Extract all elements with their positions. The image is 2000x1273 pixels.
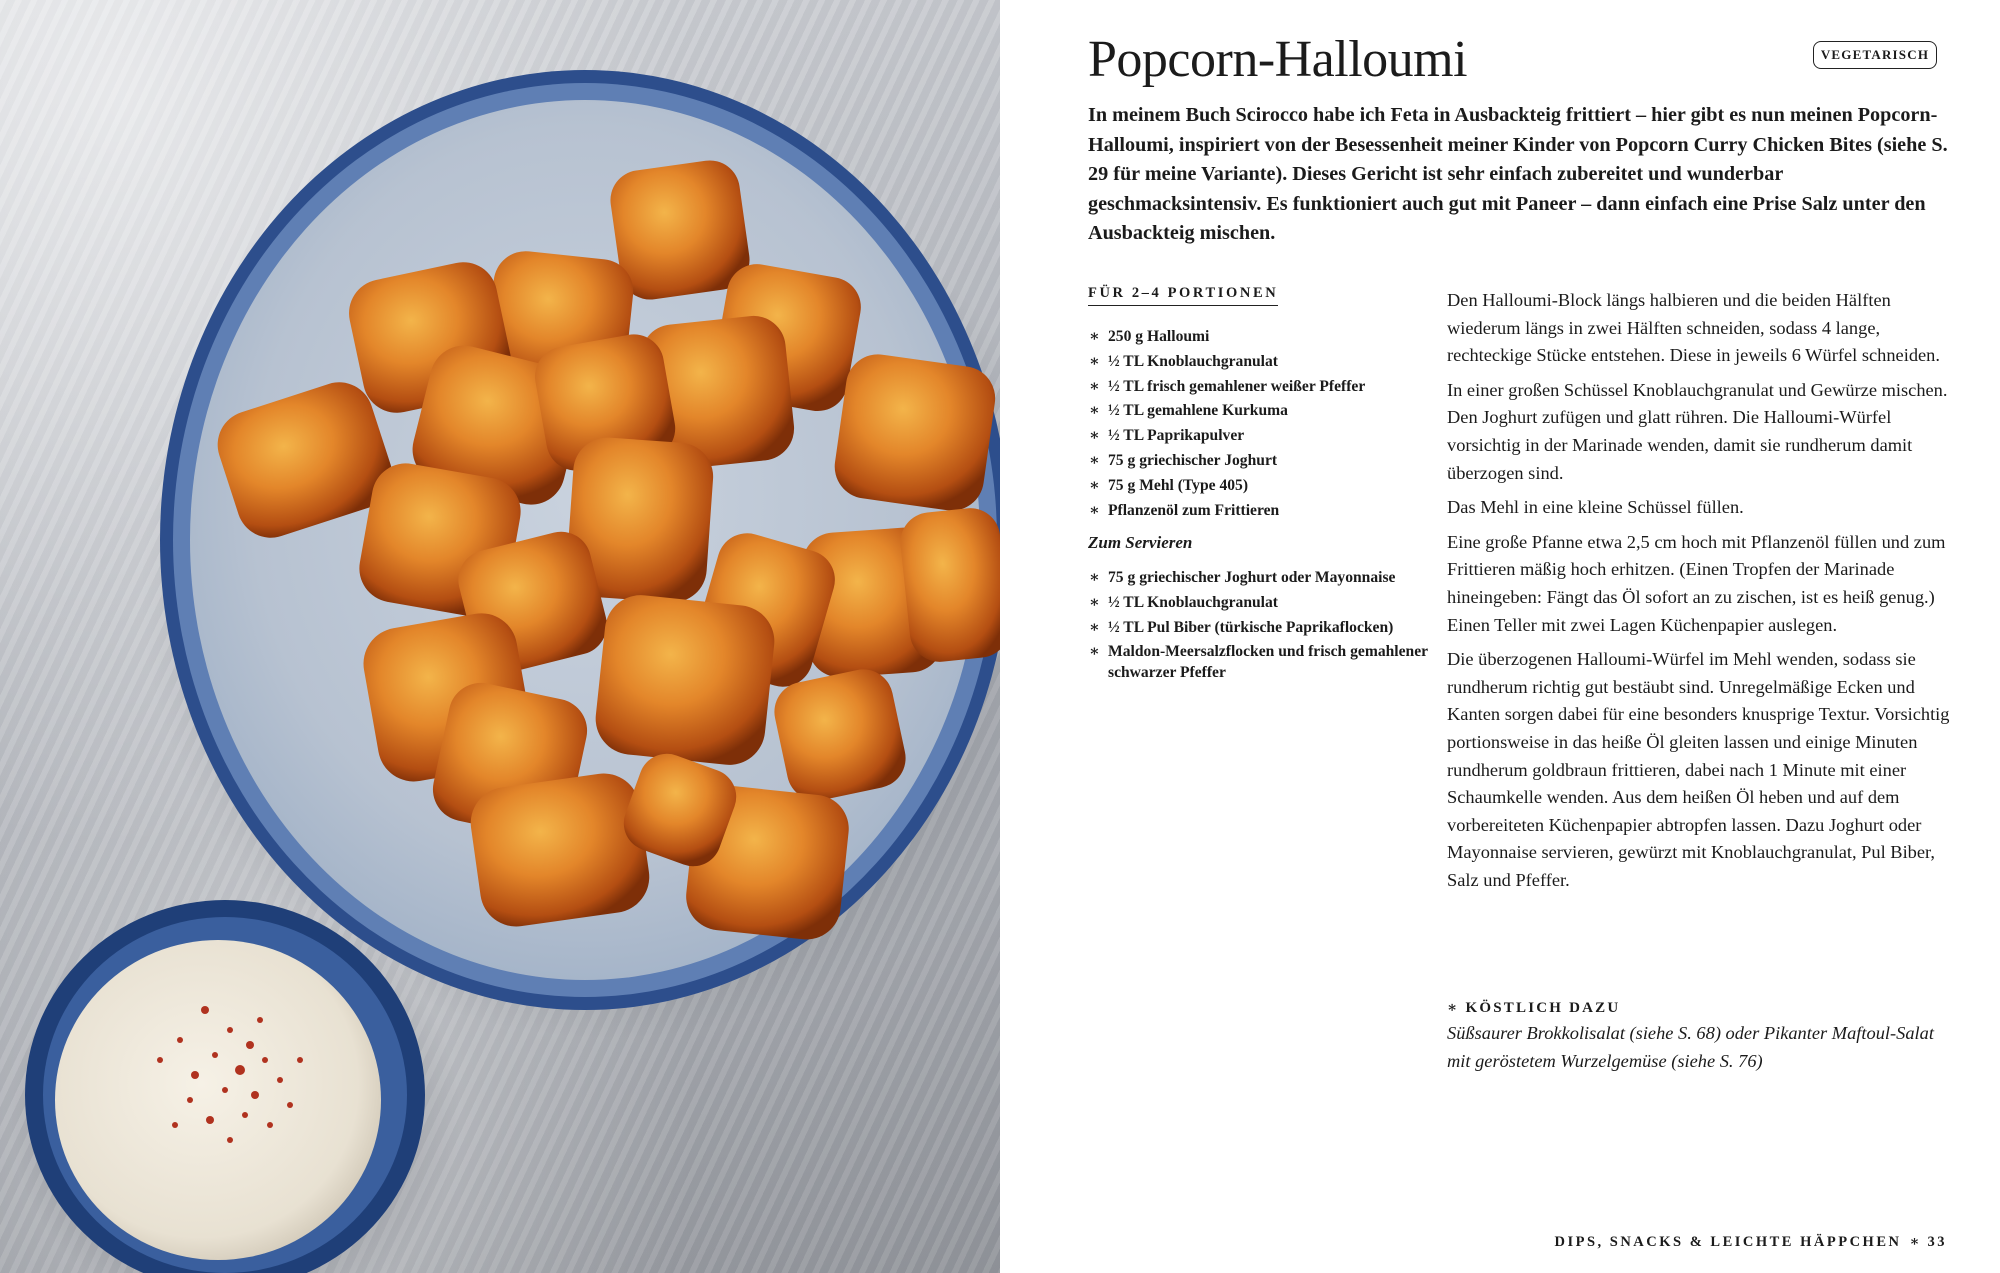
ingredient-item: ∗ 75 g Mehl (Type 405) [1088, 476, 1428, 497]
recipe-intro [1088, 101, 1948, 249]
ingredient-list [1088, 327, 1428, 525]
serving-item: ∗ Maldon-Meersalzflocken und frisch gemahlener schwarzer Pfeffer [1088, 642, 1428, 683]
footer-star: ∗ [1909, 1234, 1920, 1250]
serving-heading: Zum Servieren [1088, 533, 1193, 552]
recipe-title: Popcorn-Halloumi [1088, 31, 1468, 88]
serving-item: ∗ ½ TL Pul Biber (türkische Paprikaflocken) [1088, 618, 1428, 639]
method-steps [1447, 287, 1950, 901]
pairing-heading: ∗ KÖSTLICH DAZU [1447, 1000, 1621, 1016]
footer-section-title: DIPS, SNACKS & LEICHTE HÄPPCHEN [1554, 1234, 1902, 1250]
method-step: Die überzogenen Halloumi-Würfel im Mehl wenden, sodass sie rundherum richtig gut bestäubt sind. Unregelmäßige Ecken und Kanten sorgen dabei für eine besonders knusprige Textur. Vorsichtig portionsweise in das heiße Öl gleiten lassen und einige Minuten rundherum goldbraun frittieren, dabei nach 1 Minute mit einer Schaumkelle wenden. Aus dem heißen Öl heben und auf dem vorbereiteten Küchenpapier abtropfen lassen. Dazu Joghurt oder Mayonnaise servieren, gewürzt mit Knoblauchgranulat, Pul Biber, Salz und Pfeffer. [1447, 649, 1950, 890]
portions-heading: FÜR 2–4 PORTIONEN [1088, 285, 1278, 306]
ingredient-item: ∗ ½ TL Knoblauchgranulat [1088, 352, 1428, 373]
serving-item: ∗ 75 g griechischer Joghurt oder Mayonnaise [1088, 568, 1428, 589]
method-step: Das Mehl in eine kleine Schüssel füllen. [1447, 497, 1744, 518]
vegetarian-badge: VEGETARISCH [1813, 41, 1937, 69]
intro-text: In meinem Buch Scirocco habe ich Feta in Ausbackteig frittiert – hier gibt es nun meinen Popcorn-Halloumi, inspiriert von der Besessenheit meiner Kinder von Popcorn Curry Chicken Bites (siehe S. 29 für meine Variante). Dieses Gericht ist sehr einfach zubereitet und wunderbar geschmacksintensiv. Es funktioniert auch gut mit Paneer – dann einfach eine Prise Salz unter den Ausbackteig mischen. [1088, 104, 1948, 245]
ingredient-item: ∗ 250 g Halloumi [1088, 327, 1428, 348]
page-footer [1554, 1233, 1947, 1251]
method-step: Eine große Pfanne etwa 2,5 cm hoch mit Pflanzenöl füllen und zum Frittieren mäßig hoch erhitzen. (Einen Tropfen der Marinade hineingeben: Fängt das Öl sofort an zu zischen, ist es heiß genug.) Einen Teller mit zwei Lagen Küchenpapier auslegen. [1447, 531, 1946, 635]
dip-yogurt [55, 940, 381, 1260]
serving-list [1088, 568, 1428, 688]
method-step: In einer großen Schüssel Knoblauchgranulat und Gewürze mischen. Den Joghurt zufügen und glatt rühren. Die Halloumi-Würfel vorsichtig in der Marinade wenden, damit sie rundherum damit überzogen sind. [1447, 379, 1948, 483]
method-step: Den Halloumi-Block längs halbieren und die beiden Hälften wiederum längs in zwei Hälften schneiden, sodass 4 lange, rechteckige Stücke entstehen. Diese in jeweils 6 Würfel schneiden. [1447, 290, 1940, 366]
ingredient-item: ∗ ½ TL gemahlene Kurkuma [1088, 401, 1428, 422]
ingredient-item: ∗ 75 g griechischer Joghurt [1088, 451, 1428, 472]
ingredient-item: ∗ ½ TL frisch gemahlener weißer Pfeffer [1088, 377, 1428, 398]
ingredient-item: ∗ Pflanzenöl zum Frittieren [1088, 501, 1428, 522]
pairing-text: Süßsaurer Brokkolisalat (siehe S. 68) oder Pikanter Maftoul-Salat mit geröstetem Wurzelgemüse (siehe S. 76) [1447, 1023, 1934, 1071]
ingredient-item: ∗ ½ TL Paprikapulver [1088, 426, 1428, 447]
page-number: 33 [1927, 1234, 1947, 1250]
serving-item: ∗ ½ TL Knoblauchgranulat [1088, 593, 1428, 614]
